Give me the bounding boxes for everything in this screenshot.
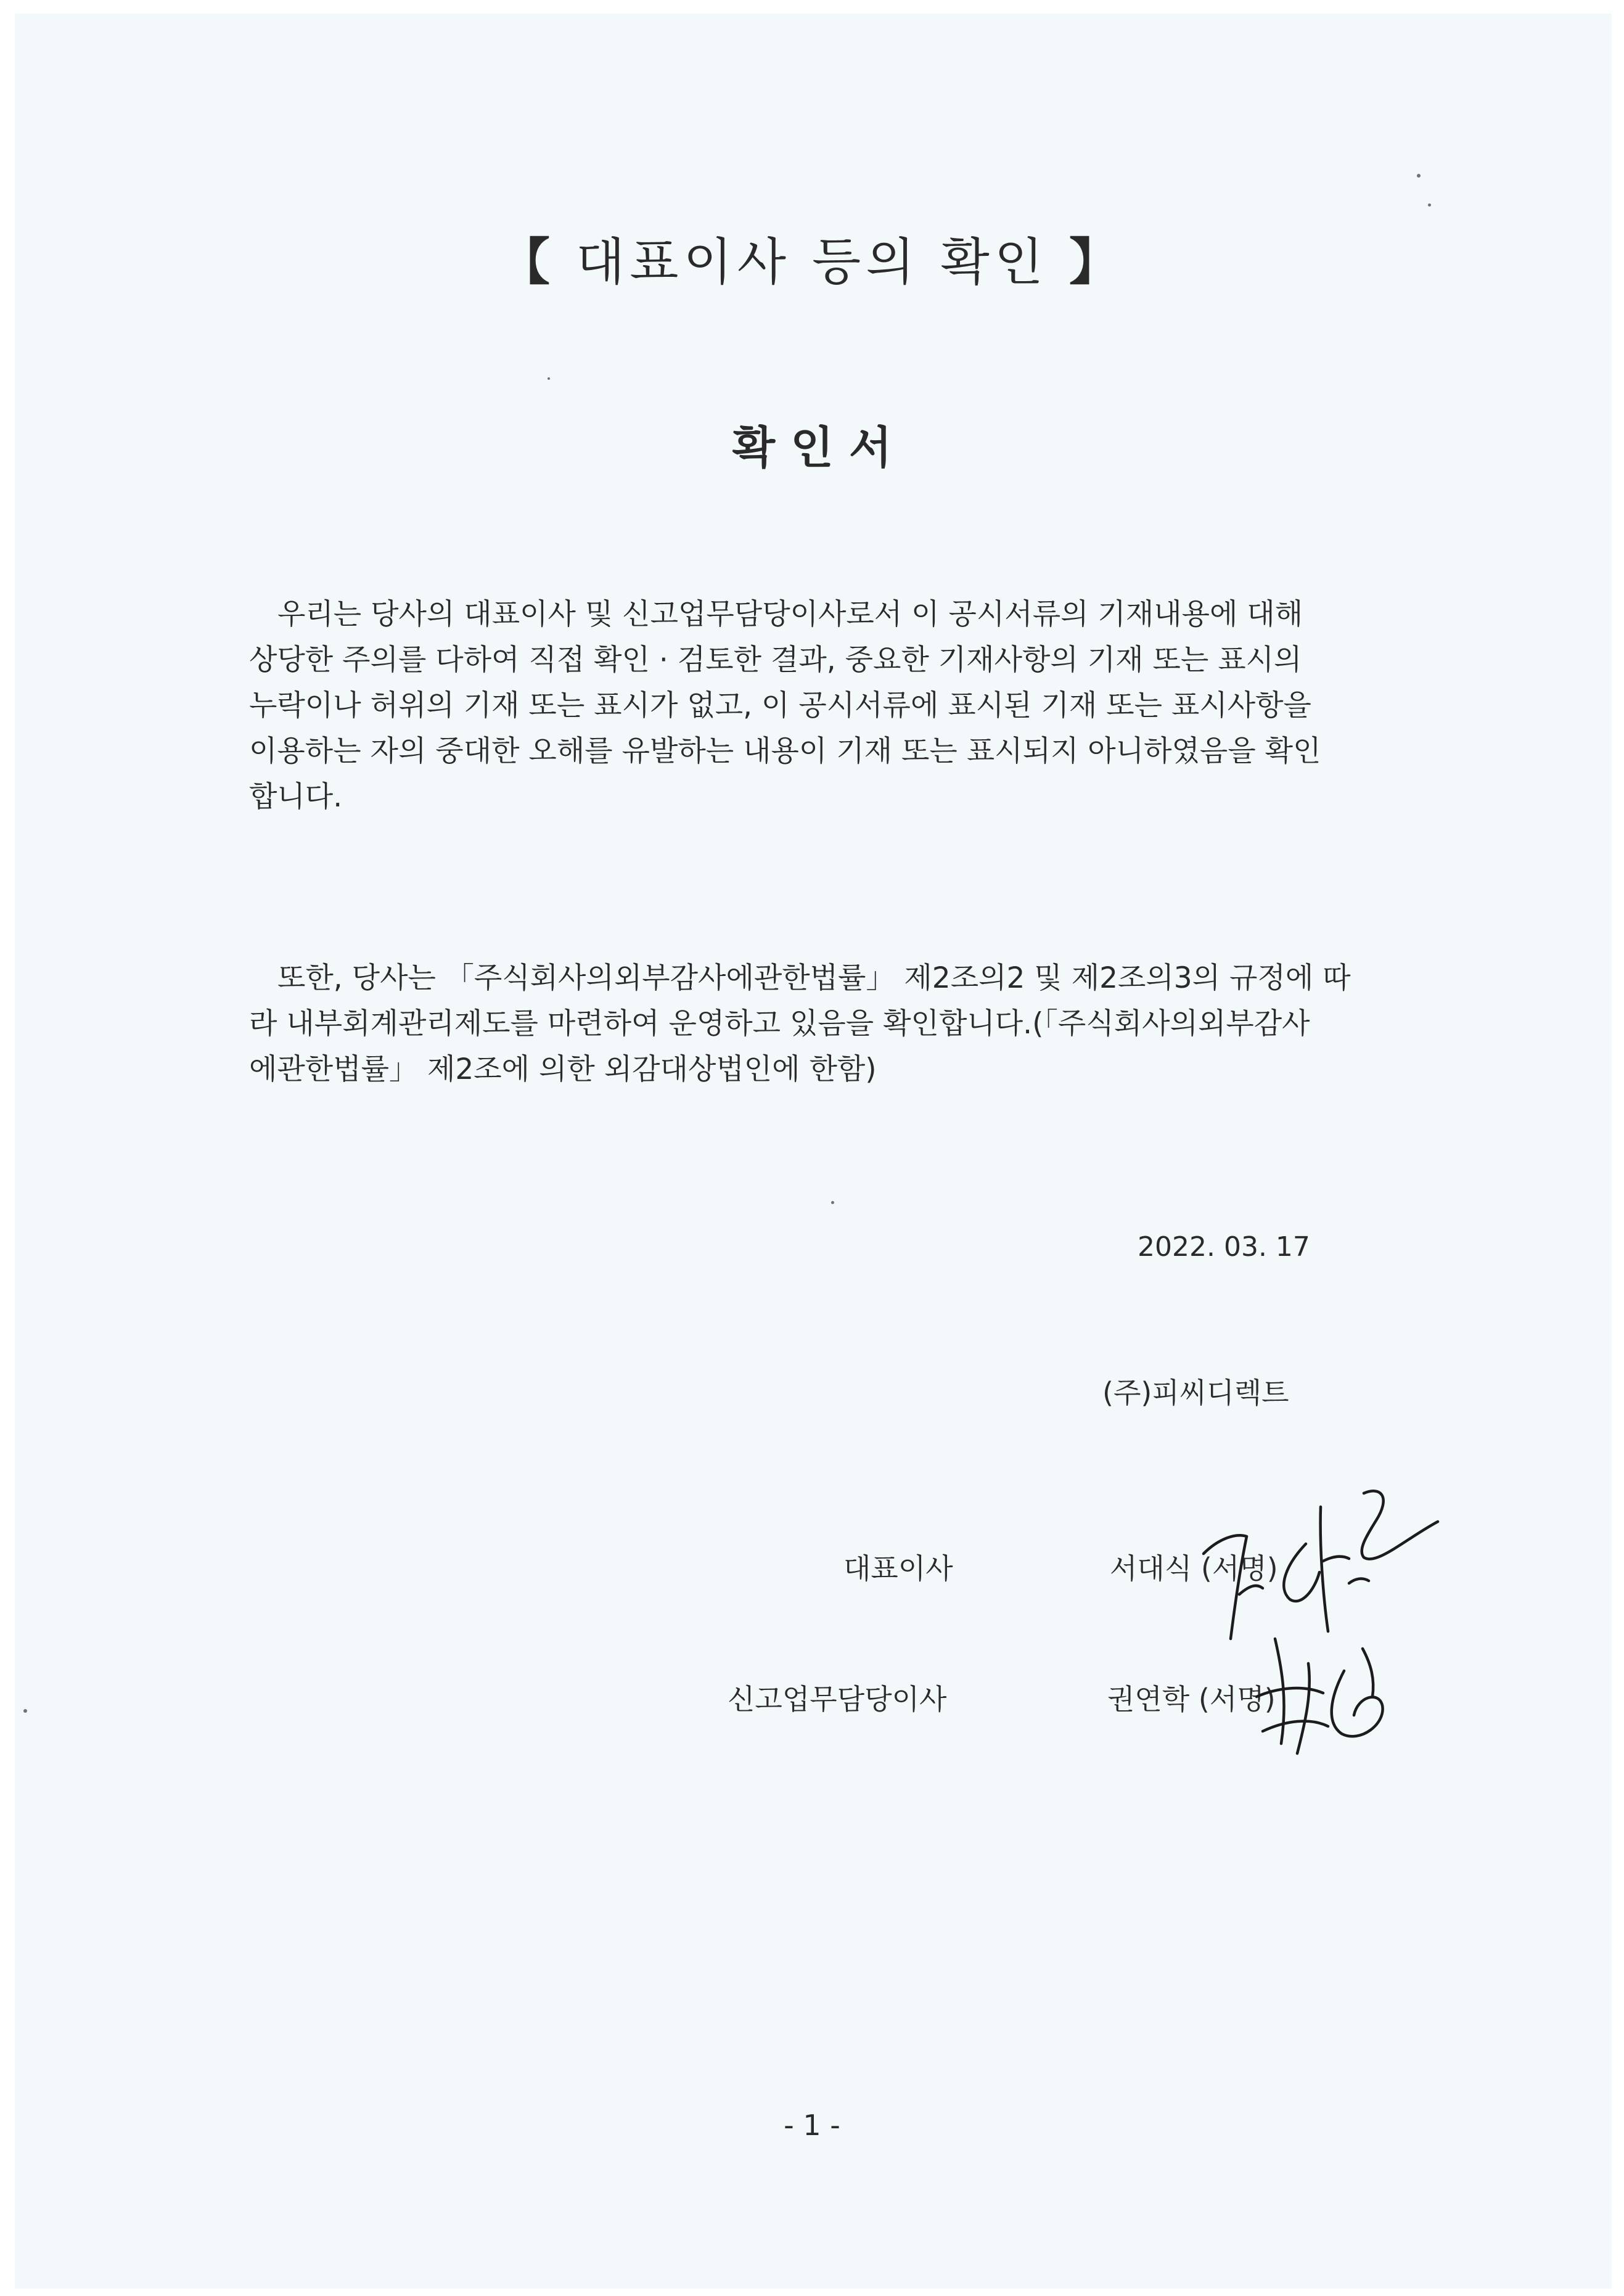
paragraph-line: 또한, 당사는 「주식회사의외부감사에관한법률」 제2조의2 및 제2조의3의 규정에 따 [277,961,1351,995]
header-bracket-open: 【 [499,233,555,292]
handwritten-signature-director [1252,1628,1418,1769]
header-bracket-close: 】 [1068,233,1125,292]
paragraph-line: 상당한 주의를 다하여 직접 확인 · 검토한 결과, 중요한 기재사항의 기재 또는 표시의 [249,643,1302,677]
scan-speck [23,1709,27,1713]
paragraph-line: 라 내부회계관리제도를 마련하여 운영하고 있음을 확인합니다.(「주식회사의외부감사 [249,1007,1310,1041]
paragraph-line: 우리는 당사의 대표이사 및 신고업무담당이사로서 이 공시서류의 기재내용에 대해 [277,597,1303,631]
scan-speck [1428,203,1431,207]
company-name: (주)피씨디렉트 [1102,1376,1289,1409]
signatory-name-ceo: 서대식 (서명) [1110,1552,1278,1585]
document-page [15,14,1612,2289]
document-date: 2022. 03. 17 [1138,1231,1310,1263]
paragraph-line: 이용하는 자의 중대한 오해를 유발하는 내용이 기재 또는 표시되지 아니하였음을 확인 [249,734,1321,768]
page-number: - 1 - [784,2109,840,2142]
paragraph-line: 누락이나 허위의 기재 또는 표시가 없고, 이 공시서류에 표시된 기재 또는 표시사항을 [249,689,1311,723]
internal-control-paragraph [249,956,1384,1093]
confirmation-paragraph [249,592,1384,820]
paragraph-line: 에관한법률」 제2조에 의한 외감대상법인에 한함) [249,1052,877,1086]
signatory-name-reporting-director: 권연학 (서명) [1107,1683,1276,1716]
header-title [0,222,1624,294]
header-title-text: 대표이사 등의 확인 [576,233,1048,292]
scan-speck [1417,174,1421,178]
signatory-role-ceo: 대표이사 [843,1552,953,1585]
signatory-role-reporting-director: 신고업무담당이사 [728,1683,947,1716]
scan-speck [547,377,550,380]
document-title: 확 인 서 [732,422,892,474]
scan-speck [831,1201,834,1204]
paragraph-line: 합니다. [249,780,343,814]
